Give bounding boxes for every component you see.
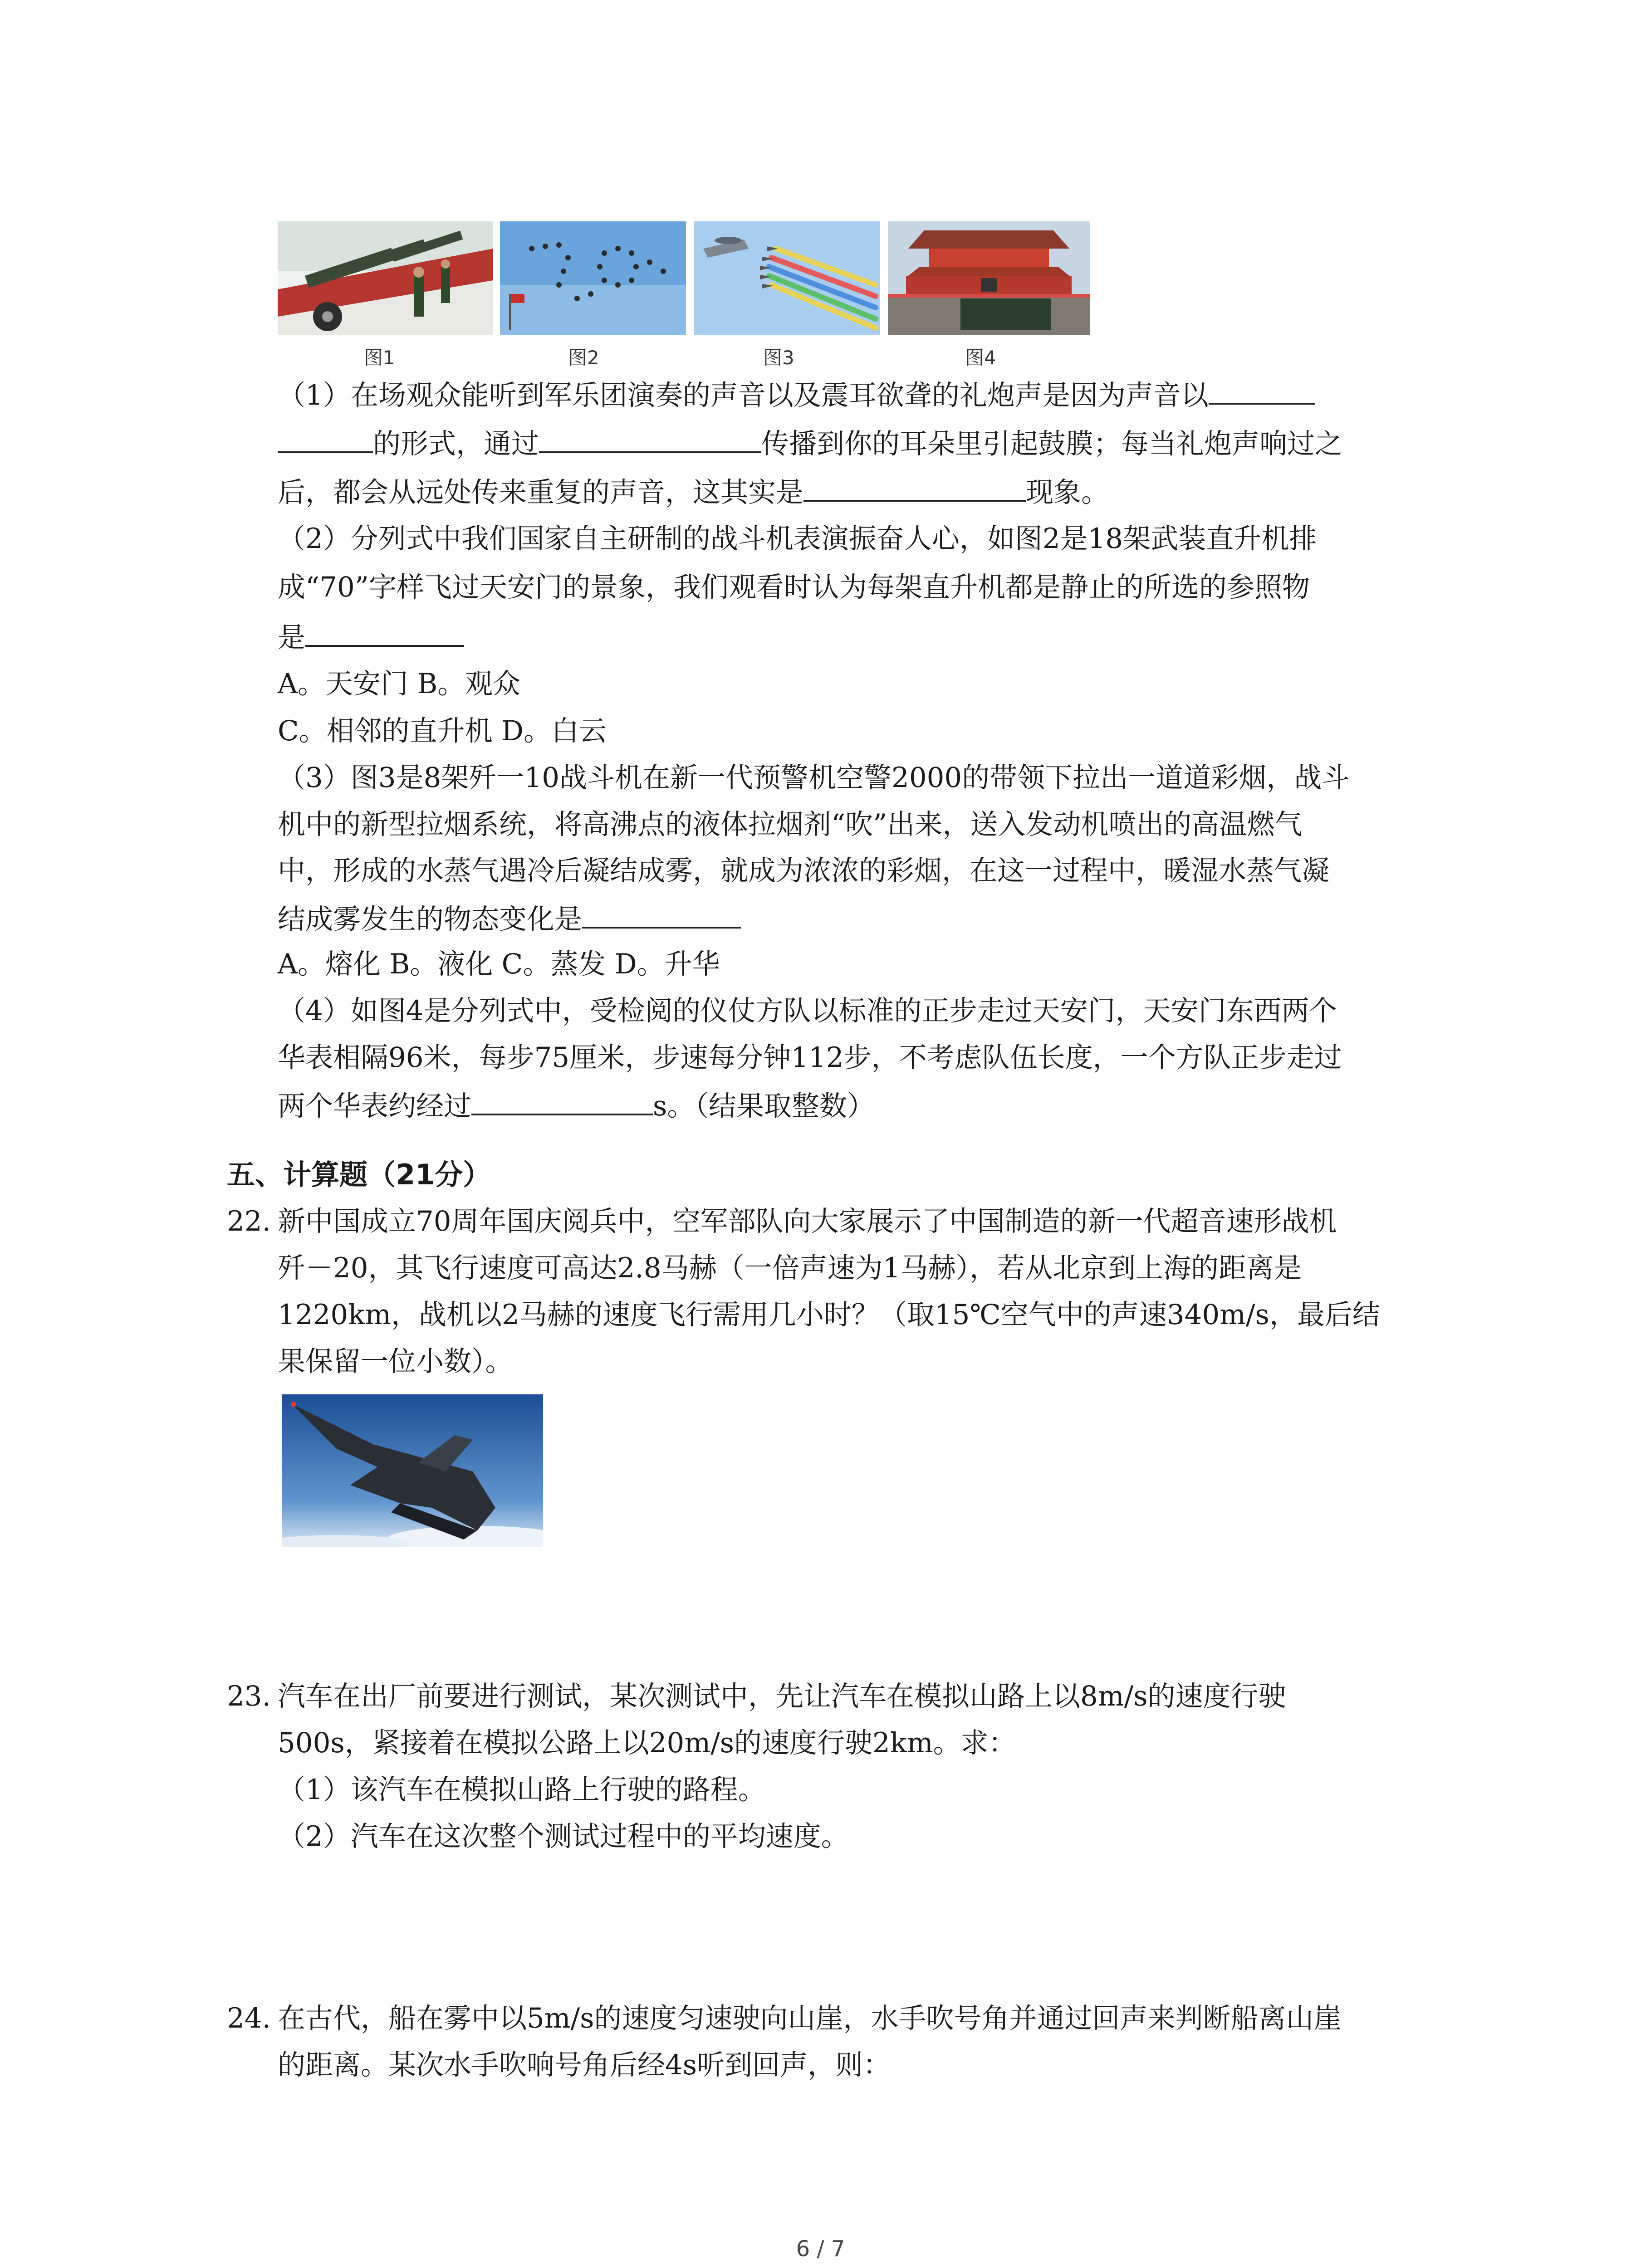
q21-blank-4[interactable]	[803, 473, 1026, 502]
q23-line3: （1）该汽车在模拟山路上行驶的路程。	[278, 1774, 766, 1806]
section-5-title: 五、计算题（21分）	[227, 1158, 491, 1191]
q22-line1: 22. 新中国成立70周年国庆阅兵中，空军部队向大家展示了中国制造的新一代超音速形战机	[227, 1203, 1337, 1240]
figure-2-image	[500, 221, 686, 335]
q21-blank-1[interactable]	[1209, 376, 1315, 405]
q24-line2: 的距离。某次水手吹响号角后经4s听到回声，则：	[278, 2049, 891, 2081]
q23-number: 23.	[227, 1680, 271, 1712]
q21-part2-line3: 是	[278, 618, 464, 656]
q24-line1: 24. 在古代，船在雾中以5m/s的速度匀速驶向山崖，水手吹号角并通过回声来判断船离山崖	[227, 2000, 1342, 2037]
q22-number: 22.	[227, 1205, 271, 1237]
figure-4-image	[888, 221, 1090, 335]
q21-part1-line1: （1）在场观众能听到军乐团演奏的声音以及震耳欲聋的礼炮声是因为声音以	[278, 376, 1315, 414]
figure-2-caption: 图2	[568, 347, 599, 369]
q21-part1-line3: 后，都会从远处传来重复的声音，这其实是 现象。	[278, 473, 1109, 511]
q21-part4-line1: （4）如图4是分列式中，受检阅的仪仗方队以标准的正步走过天安门，天安门东西两个	[278, 995, 1337, 1027]
q21-part4-line3: 两个华表约经过 s。（结果取整数）	[278, 1086, 875, 1124]
q23-line4: （2）汽车在这次整个测试过程中的平均速度。	[278, 1820, 849, 1853]
q21-part4-line2: 华表相隔96米，每步75厘米，步速每分钟112步，不考虑队伍长度，一个方队正步走过	[278, 1041, 1342, 1074]
q21-part2-options-2: C。相邻的直升机 D。白云	[278, 715, 607, 747]
figure-1-image	[278, 221, 493, 335]
q21-part3-line1: （3）图3是8架歼一10战斗机在新一代预警机空警2000的带领下拉出一道道彩烟，战斗	[278, 762, 1350, 794]
q24-number: 24.	[227, 2002, 271, 2034]
q21-part3-options: A。熔化 B。液化 C。蒸发 D。升华	[278, 948, 720, 980]
q21-part1-line2: 的形式，通过 传播到你的耳朵里引起鼓膜；每当礼炮声响过之	[278, 424, 1342, 462]
q23-line1: 23. 汽车在出厂前要进行测试，某次测试中，先让汽车在模拟山路上以8m/s的速度行驶	[227, 1678, 1286, 1715]
q21-part2-options-1: A。天安门 B。观众	[278, 668, 521, 700]
figure-row	[278, 221, 1094, 367]
q21-blank-2[interactable]	[278, 424, 373, 453]
figure-1-caption: 图1	[364, 347, 395, 369]
q21-part2-line2: 成“70”字样飞过天安门的景象，我们观看时认为每架直升机都是静止的所选的参照物	[278, 571, 1310, 603]
figure-3-image	[694, 221, 880, 335]
q21-part2-line1: （2）分列式中我们国家自主研制的战斗机表演振奋人心，如图2是18架武装直升机排	[278, 523, 1317, 555]
q21-part3-line2: 机中的新型拉烟系统，将高沸点的液体拉烟剂“吹”出来，送入发动机喷出的高温燃气	[278, 808, 1303, 841]
page-number: 6 / 7	[796, 2236, 845, 2262]
q22-line4: 果保留一位小数）。	[278, 1345, 513, 1378]
q21-blank-5[interactable]	[305, 618, 464, 647]
q22-line3: 1220km，战机以2马赫的速度飞行需用几小时？（取15℃空气中的声速340m/s，最后结	[278, 1299, 1380, 1331]
figure-3-caption: 图3	[763, 347, 794, 369]
figure-4-caption: 图4	[965, 347, 996, 369]
q21-blank-7[interactable]	[471, 1086, 653, 1115]
q21-blank-3[interactable]	[539, 424, 761, 453]
q21-blank-6[interactable]	[582, 899, 741, 929]
fighter-jet-image	[282, 1394, 543, 1547]
q21-part3-line4: 结成雾发生的物态变化是	[278, 899, 741, 938]
q23-line2: 500s，紧接着在模拟公路上以20m/s的速度行驶2km。求：	[278, 1727, 1016, 1759]
q21-part3-line3: 中，形成的水蒸气遇冷后凝结成雾，就成为浓浓的彩烟，在这一过程中，暖湿水蒸气凝	[278, 855, 1330, 887]
q22-line2: 歼－20，其飞行速度可高达2.8马赫（一倍声速为1马赫），若从北京到上海的距离是	[278, 1252, 1302, 1284]
